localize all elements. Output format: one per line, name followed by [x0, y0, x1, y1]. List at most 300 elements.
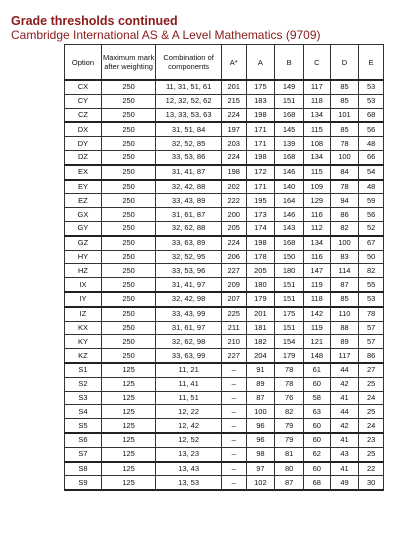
cell-grade-a: 173	[246, 208, 275, 222]
cell-combination: 31, 61, 97	[156, 321, 222, 335]
cell-combination: 11, 41	[156, 377, 222, 391]
cell-grade-c: 60	[303, 419, 330, 433]
cell-grade-b: 154	[275, 335, 304, 349]
cell-maximum-mark: 250	[101, 221, 155, 235]
cell-grade-c: 119	[303, 321, 330, 335]
cell-combination: 33, 53, 86	[156, 150, 222, 164]
cell-grade-b: 175	[275, 307, 304, 321]
cell-grade-a-star: 227	[221, 349, 246, 363]
header-grade-a: A	[246, 45, 275, 81]
cell-grade-a-star: 215	[221, 94, 246, 108]
cell-grade-a: 91	[246, 363, 275, 377]
table-row	[65, 137, 384, 151]
cell-grade-d: 42	[330, 419, 359, 433]
cell-grade-c: 119	[303, 278, 330, 292]
cell-combination: 32, 42, 98	[156, 292, 222, 307]
cell-grade-e: 59	[359, 194, 384, 208]
cell-grade-c: 134	[303, 150, 330, 164]
cell-option: DZ	[65, 150, 102, 164]
cell-option: KY	[65, 335, 102, 349]
cell-option: KZ	[65, 349, 102, 363]
cell-grade-e: 78	[359, 307, 384, 321]
cell-grade-b: 80	[275, 462, 304, 476]
page-subtitle: Cambridge International AS & A Level Mathematics (9709)	[11, 28, 321, 42]
cell-option: DY	[65, 137, 102, 151]
cell-grade-c: 116	[303, 250, 330, 264]
cell-combination: 11, 31, 51, 61	[156, 80, 222, 94]
cell-grade-a: 171	[246, 122, 275, 136]
cell-combination: 31, 51, 84	[156, 122, 222, 136]
cell-maximum-mark: 250	[101, 307, 155, 321]
cell-grade-a-star: –	[221, 377, 246, 391]
cell-grade-c: 117	[303, 80, 330, 94]
cell-option: S3	[65, 391, 102, 405]
cell-grade-a: 172	[246, 165, 275, 180]
cell-grade-d: 87	[330, 278, 359, 292]
cell-maximum-mark: 250	[101, 137, 155, 151]
cell-grade-b: 87	[275, 476, 304, 490]
cell-combination: 33, 43, 99	[156, 307, 222, 321]
table-row	[65, 80, 384, 94]
cell-maximum-mark: 250	[101, 194, 155, 208]
cell-grade-d: 44	[330, 363, 359, 377]
cell-grade-a: 100	[246, 405, 275, 419]
cell-option: S2	[65, 377, 102, 391]
cell-grade-a-star: –	[221, 363, 246, 377]
cell-grade-a-star: 206	[221, 250, 246, 264]
cell-grade-e: 82	[359, 264, 384, 278]
cell-grade-b: 168	[275, 236, 304, 250]
cell-grade-c: 108	[303, 137, 330, 151]
cell-maximum-mark: 250	[101, 208, 155, 222]
cell-grade-e: 24	[359, 419, 384, 433]
cell-option: S7	[65, 447, 102, 461]
cell-grade-d: 78	[330, 180, 359, 194]
cell-grade-a-star: 210	[221, 335, 246, 349]
cell-maximum-mark: 125	[101, 419, 155, 433]
cell-grade-a: 198	[246, 108, 275, 122]
cell-grade-d: 84	[330, 165, 359, 180]
cell-grade-a: 201	[246, 307, 275, 321]
cell-grade-d: 41	[330, 462, 359, 476]
cell-grade-d: 41	[330, 391, 359, 405]
cell-maximum-mark: 250	[101, 264, 155, 278]
header-grade-d: D	[330, 45, 359, 81]
cell-grade-a-star: –	[221, 447, 246, 461]
cell-combination: 32, 52, 95	[156, 250, 222, 264]
cell-maximum-mark: 125	[101, 391, 155, 405]
cell-maximum-mark: 250	[101, 165, 155, 180]
cell-grade-b: 151	[275, 94, 304, 108]
cell-grade-e: 56	[359, 122, 384, 136]
cell-grade-a-star: 197	[221, 122, 246, 136]
cell-grade-e: 68	[359, 108, 384, 122]
table-row	[65, 419, 384, 433]
cell-grade-a-star: 202	[221, 180, 246, 194]
table-row	[65, 433, 384, 447]
cell-combination: 33, 53, 96	[156, 264, 222, 278]
cell-option: IZ	[65, 307, 102, 321]
cell-grade-a: 182	[246, 335, 275, 349]
cell-grade-c: 115	[303, 165, 330, 180]
cell-grade-b: 151	[275, 278, 304, 292]
cell-maximum-mark: 250	[101, 122, 155, 136]
cell-maximum-mark: 125	[101, 476, 155, 490]
cell-maximum-mark: 250	[101, 292, 155, 307]
cell-grade-c: 116	[303, 208, 330, 222]
cell-grade-c: 115	[303, 122, 330, 136]
cell-option: HY	[65, 250, 102, 264]
table-row	[65, 250, 384, 264]
cell-maximum-mark: 125	[101, 447, 155, 461]
cell-grade-d: 44	[330, 405, 359, 419]
table-row	[65, 122, 384, 136]
cell-grade-c: 112	[303, 221, 330, 235]
cell-maximum-mark: 250	[101, 335, 155, 349]
cell-grade-c: 61	[303, 363, 330, 377]
cell-grade-c: 121	[303, 335, 330, 349]
table-row	[65, 476, 384, 490]
cell-grade-e: 25	[359, 377, 384, 391]
cell-grade-d: 82	[330, 221, 359, 235]
cell-grade-a: 204	[246, 349, 275, 363]
cell-combination: 32, 42, 88	[156, 180, 222, 194]
table-row	[65, 447, 384, 461]
cell-grade-a-star: –	[221, 476, 246, 490]
cell-grade-a: 171	[246, 137, 275, 151]
cell-grade-e: 23	[359, 433, 384, 447]
cell-maximum-mark: 125	[101, 433, 155, 447]
cell-grade-e: 53	[359, 94, 384, 108]
cell-grade-b: 179	[275, 349, 304, 363]
header-combination: Combination of components	[156, 45, 222, 81]
cell-grade-d: 41	[330, 433, 359, 447]
cell-grade-a-star: 198	[221, 165, 246, 180]
cell-option: S5	[65, 419, 102, 433]
table-row	[65, 349, 384, 363]
cell-combination: 11, 51	[156, 391, 222, 405]
page-title: Grade thresholds continued	[11, 14, 178, 28]
cell-grade-a: 89	[246, 377, 275, 391]
cell-grade-a-star: –	[221, 462, 246, 476]
cell-grade-a: 174	[246, 221, 275, 235]
cell-grade-c: 68	[303, 476, 330, 490]
cell-grade-e: 53	[359, 80, 384, 94]
table-row	[65, 236, 384, 250]
cell-grade-c: 109	[303, 180, 330, 194]
cell-grade-b: 150	[275, 250, 304, 264]
cell-grade-b: 76	[275, 391, 304, 405]
cell-grade-b: 168	[275, 150, 304, 164]
cell-maximum-mark: 125	[101, 405, 155, 419]
cell-grade-e: 48	[359, 137, 384, 151]
cell-grade-d: 85	[330, 94, 359, 108]
cell-grade-a: 96	[246, 419, 275, 433]
table-row	[65, 180, 384, 194]
cell-option: S1	[65, 363, 102, 377]
cell-grade-c: 142	[303, 307, 330, 321]
cell-combination: 12, 42	[156, 419, 222, 433]
cell-grade-e: 57	[359, 321, 384, 335]
table-row	[65, 278, 384, 292]
header-grade-a-star: A*	[221, 45, 246, 81]
cell-grade-b: 79	[275, 433, 304, 447]
cell-combination: 13, 33, 53, 63	[156, 108, 222, 122]
cell-grade-a-star: 209	[221, 278, 246, 292]
cell-grade-b: 82	[275, 405, 304, 419]
cell-grade-a: 180	[246, 278, 275, 292]
cell-grade-e: 56	[359, 208, 384, 222]
table-row	[65, 363, 384, 377]
cell-grade-e: 55	[359, 278, 384, 292]
cell-grade-a-star: –	[221, 391, 246, 405]
table-row	[65, 321, 384, 335]
cell-grade-c: 147	[303, 264, 330, 278]
cell-grade-d: 94	[330, 194, 359, 208]
cell-grade-c: 63	[303, 405, 330, 419]
cell-combination: 13, 23	[156, 447, 222, 461]
cell-combination: 11, 21	[156, 363, 222, 377]
cell-grade-e: 67	[359, 236, 384, 250]
header-grade-b: B	[275, 45, 304, 81]
cell-grade-d: 43	[330, 447, 359, 461]
cell-option: EX	[65, 165, 102, 180]
cell-grade-a: 183	[246, 94, 275, 108]
cell-grade-a: 96	[246, 433, 275, 447]
table-row	[65, 94, 384, 108]
cell-option: S8	[65, 462, 102, 476]
cell-combination: 12, 32, 52, 62	[156, 94, 222, 108]
table-row	[65, 194, 384, 208]
cell-option: IX	[65, 278, 102, 292]
cell-combination: 33, 43, 89	[156, 194, 222, 208]
cell-grade-d: 85	[330, 122, 359, 136]
cell-grade-e: 22	[359, 462, 384, 476]
cell-grade-a: 198	[246, 236, 275, 250]
cell-grade-e: 86	[359, 349, 384, 363]
cell-grade-e: 24	[359, 391, 384, 405]
table-row	[65, 221, 384, 235]
cell-option: S6	[65, 433, 102, 447]
cell-grade-b: 145	[275, 122, 304, 136]
cell-grade-d: 49	[330, 476, 359, 490]
cell-grade-a-star: 205	[221, 221, 246, 235]
cell-grade-a-star: –	[221, 433, 246, 447]
cell-grade-d: 101	[330, 108, 359, 122]
cell-grade-c: 134	[303, 108, 330, 122]
cell-grade-e: 57	[359, 335, 384, 349]
cell-grade-c: 118	[303, 94, 330, 108]
cell-grade-a: 181	[246, 321, 275, 335]
cell-combination: 31, 61, 87	[156, 208, 222, 222]
cell-grade-c: 62	[303, 447, 330, 461]
cell-maximum-mark: 250	[101, 180, 155, 194]
cell-option: GY	[65, 221, 102, 235]
cell-grade-d: 85	[330, 292, 359, 307]
cell-maximum-mark: 250	[101, 349, 155, 363]
cell-grade-e: 66	[359, 150, 384, 164]
table-row	[65, 391, 384, 405]
cell-grade-a-star: 222	[221, 194, 246, 208]
cell-grade-a: 97	[246, 462, 275, 476]
header-option: Option	[65, 45, 102, 81]
cell-grade-c: 129	[303, 194, 330, 208]
cell-grade-a-star: 200	[221, 208, 246, 222]
cell-option: KX	[65, 321, 102, 335]
cell-grade-d: 114	[330, 264, 359, 278]
cell-grade-d: 89	[330, 335, 359, 349]
cell-grade-a: 178	[246, 250, 275, 264]
table-row	[65, 462, 384, 476]
cell-grade-e: 30	[359, 476, 384, 490]
cell-combination: 32, 62, 98	[156, 335, 222, 349]
cell-option: HZ	[65, 264, 102, 278]
cell-option: CY	[65, 94, 102, 108]
cell-grade-e: 54	[359, 165, 384, 180]
cell-grade-d: 83	[330, 250, 359, 264]
cell-grade-a-star: 203	[221, 137, 246, 151]
cell-maximum-mark: 250	[101, 108, 155, 122]
cell-combination: 12, 22	[156, 405, 222, 419]
cell-grade-b: 143	[275, 221, 304, 235]
cell-maximum-mark: 250	[101, 150, 155, 164]
cell-grade-e: 27	[359, 363, 384, 377]
cell-maximum-mark: 250	[101, 250, 155, 264]
cell-grade-e: 25	[359, 405, 384, 419]
cell-grade-a: 175	[246, 80, 275, 94]
cell-grade-c: 60	[303, 433, 330, 447]
cell-grade-d: 78	[330, 137, 359, 151]
table-row	[65, 335, 384, 349]
cell-maximum-mark: 250	[101, 278, 155, 292]
cell-option: EY	[65, 180, 102, 194]
cell-grade-a: 98	[246, 447, 275, 461]
cell-grade-b: 81	[275, 447, 304, 461]
cell-grade-c: 60	[303, 462, 330, 476]
cell-grade-b: 78	[275, 377, 304, 391]
cell-maximum-mark: 125	[101, 377, 155, 391]
cell-grade-d: 42	[330, 377, 359, 391]
cell-grade-a: 198	[246, 150, 275, 164]
cell-grade-a-star: 224	[221, 236, 246, 250]
cell-grade-e: 48	[359, 180, 384, 194]
cell-grade-d: 110	[330, 307, 359, 321]
cell-grade-b: 149	[275, 80, 304, 94]
cell-grade-d: 85	[330, 80, 359, 94]
cell-grade-a-star: 201	[221, 80, 246, 94]
cell-grade-a-star: 211	[221, 321, 246, 335]
cell-grade-d: 100	[330, 150, 359, 164]
table-row	[65, 377, 384, 391]
table-body	[65, 80, 384, 490]
table-row	[65, 264, 384, 278]
cell-grade-e: 52	[359, 221, 384, 235]
cell-grade-b: 151	[275, 292, 304, 307]
cell-option: CX	[65, 80, 102, 94]
header-grade-e: E	[359, 45, 384, 81]
cell-grade-b: 180	[275, 264, 304, 278]
cell-maximum-mark: 125	[101, 462, 155, 476]
cell-maximum-mark: 250	[101, 80, 155, 94]
cell-grade-a-star: 224	[221, 108, 246, 122]
cell-combination: 13, 43	[156, 462, 222, 476]
cell-grade-b: 78	[275, 363, 304, 377]
cell-grade-c: 134	[303, 236, 330, 250]
cell-combination: 13, 53	[156, 476, 222, 490]
cell-grade-a: 205	[246, 264, 275, 278]
cell-grade-a: 195	[246, 194, 275, 208]
cell-grade-d: 117	[330, 349, 359, 363]
table-row	[65, 307, 384, 321]
table-row	[65, 208, 384, 222]
cell-option: S9	[65, 476, 102, 490]
cell-option: DX	[65, 122, 102, 136]
cell-grade-b: 140	[275, 180, 304, 194]
table-row	[65, 150, 384, 164]
cell-grade-d: 86	[330, 208, 359, 222]
cell-grade-e: 53	[359, 292, 384, 307]
cell-combination: 33, 63, 99	[156, 349, 222, 363]
cell-grade-c: 148	[303, 349, 330, 363]
header-maximum-mark: Maximum mark after weighting	[101, 45, 155, 81]
cell-maximum-mark: 250	[101, 321, 155, 335]
table-row	[65, 165, 384, 180]
cell-grade-a-star: –	[221, 405, 246, 419]
cell-combination: 31, 41, 87	[156, 165, 222, 180]
cell-grade-a: 171	[246, 180, 275, 194]
cell-grade-b: 139	[275, 137, 304, 151]
cell-grade-a-star: 207	[221, 292, 246, 307]
cell-combination: 31, 41, 97	[156, 278, 222, 292]
table-row	[65, 292, 384, 307]
cell-grade-b: 151	[275, 321, 304, 335]
cell-grade-c: 60	[303, 377, 330, 391]
table-row	[65, 405, 384, 419]
grade-thresholds-table	[64, 44, 384, 491]
cell-option: CZ	[65, 108, 102, 122]
cell-option: EZ	[65, 194, 102, 208]
cell-grade-d: 100	[330, 236, 359, 250]
cell-grade-a-star: 225	[221, 307, 246, 321]
cell-grade-b: 164	[275, 194, 304, 208]
cell-grade-a: 179	[246, 292, 275, 307]
cell-grade-b: 146	[275, 165, 304, 180]
cell-grade-c: 118	[303, 292, 330, 307]
cell-grade-b: 79	[275, 419, 304, 433]
cell-combination: 32, 62, 88	[156, 221, 222, 235]
cell-grade-c: 58	[303, 391, 330, 405]
cell-grade-a: 87	[246, 391, 275, 405]
cell-combination: 33, 63, 89	[156, 236, 222, 250]
cell-grade-b: 146	[275, 208, 304, 222]
cell-maximum-mark: 250	[101, 236, 155, 250]
table-header-row	[65, 45, 384, 81]
cell-grade-d: 88	[330, 321, 359, 335]
cell-combination: 12, 52	[156, 433, 222, 447]
cell-grade-a: 102	[246, 476, 275, 490]
cell-maximum-mark: 125	[101, 363, 155, 377]
cell-option: S4	[65, 405, 102, 419]
cell-grade-a-star: 227	[221, 264, 246, 278]
cell-grade-a-star: –	[221, 419, 246, 433]
cell-option: GZ	[65, 236, 102, 250]
cell-grade-b: 168	[275, 108, 304, 122]
cell-grade-e: 25	[359, 447, 384, 461]
cell-grade-e: 50	[359, 250, 384, 264]
cell-option: GX	[65, 208, 102, 222]
header-grade-c: C	[303, 45, 330, 81]
cell-maximum-mark: 250	[101, 94, 155, 108]
